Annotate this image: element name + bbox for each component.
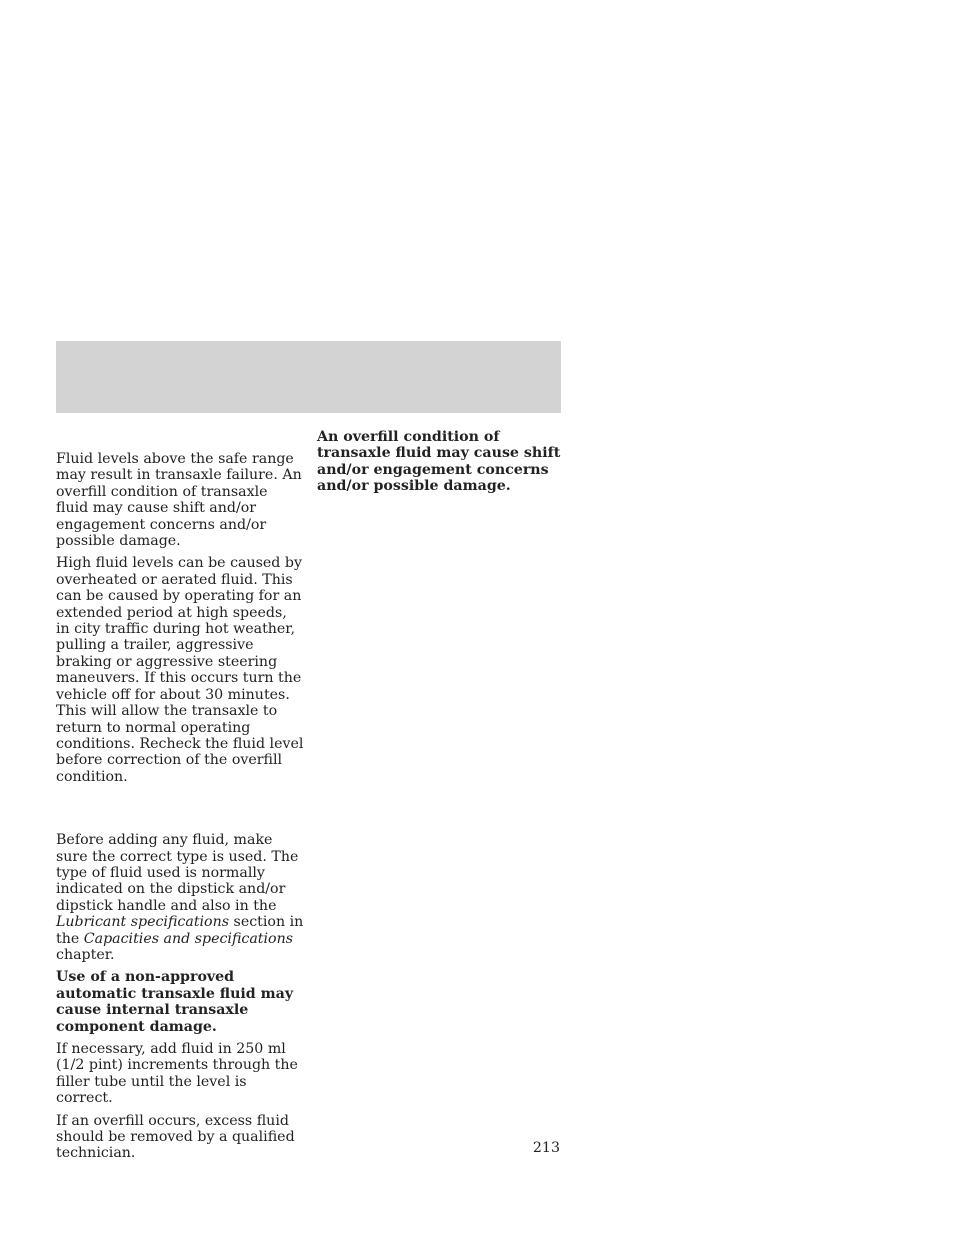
capacities-specifications-ref: Capacities and specifications	[83, 930, 294, 947]
section-gap	[56, 791, 304, 832]
section-header-band	[56, 341, 561, 413]
lubricant-specifications-ref: Lubricant specifications	[56, 914, 230, 931]
paragraph-overfill-removal: If an overfill occurs, excess fluid should be removed by a qualified technician.	[56, 1112, 295, 1162]
fluid-type-text-1: Before adding any fluid, make sure the correct type is used. The type of fluid used is normally indicated on the dipstick and/or dipstick handle and also in the	[56, 832, 299, 914]
paragraph-add-fluid: If necessary, add fluid in 250 ml (1/2 pint) increments through the filler tube until the level is correct.	[56, 1041, 298, 1107]
warning-non-approved-fluid: Use of a non-approved automatic transaxle fluid may cause internal transaxle component damage.	[56, 969, 294, 1035]
fluid-type-text-3: chapter.	[56, 946, 115, 963]
warning-overfill-condition: An overfill condition of transaxle fluid may cause shift and/or engagement concerns and/or possible damage.	[317, 429, 561, 495]
left-column	[56, 451, 304, 1168]
right-column	[317, 429, 562, 501]
page-number: 213	[532, 1140, 560, 1156]
paragraph-high-fluid-causes: High fluid levels can be caused by overheated or aerated fluid. This can be caused by operating for an extended period at high speeds, in city traffic during hot weather, pulling a trailer, aggressive braking or aggressive steering maneuvers. If this occurs turn the vehicle off for about 30 minutes. This will allow the transaxle to return to normal operating conditions. Recheck the fluid level before correction of the overfill condition.	[56, 555, 304, 785]
fluid-type-text-2: section in the	[56, 914, 304, 947]
paragraph-fluid-type	[56, 832, 304, 963]
paragraph-overfill-risk: Fluid levels above the safe range may result in transaxle failure. An overfill condition of transaxle fluid may cause shift and/or engagement concerns and/or possible damage.	[56, 451, 302, 550]
